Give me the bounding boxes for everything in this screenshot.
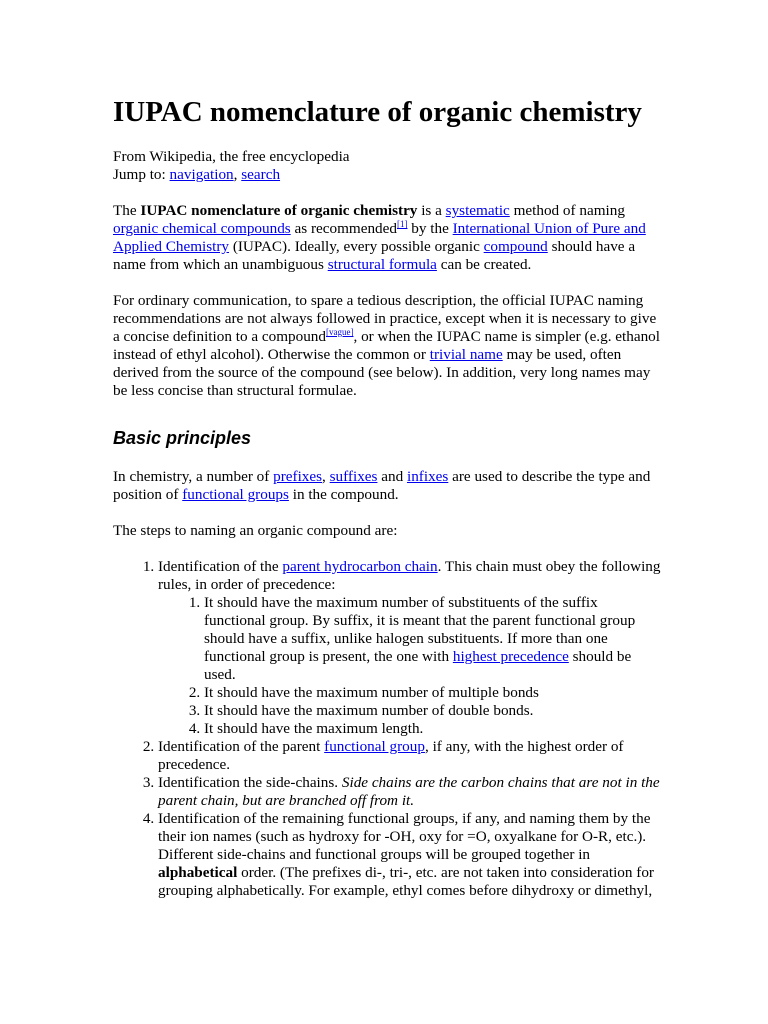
highest-precedence-link[interactable]: highest precedence <box>452 648 569 665</box>
section-heading-basic-principles: Basic principles <box>113 428 252 448</box>
vague-tag-link[interactable]: [vague] <box>326 327 354 337</box>
iupac-union-link[interactable]: International Union of Pure and Applied Chemistry <box>113 220 646 255</box>
functional-group-link[interactable]: functional group <box>324 738 425 755</box>
suffixes-link[interactable]: suffixes <box>329 468 378 485</box>
functional-groups-link[interactable]: functional groups <box>182 486 289 503</box>
article-meta <box>113 148 661 184</box>
steps-intro: The steps to naming an organic compound are: <box>113 522 398 539</box>
page-title: IUPAC nomenclature of organic chemistry <box>113 96 642 128</box>
list-item: 4. Identification of the remaining functional groups, if any, and naming them by the their ion names (such as hydroxy for -OH, oxy for =O, oxyalkane for O-R, etc.). Different side-chains and functional groups will be grouped together in alphabetical order. (The prefixes di-, tri-, etc. are not taken into consideration for grouping alphabetically. For example, ethyl comes before dihydroxy or dimethyl, <box>158 810 661 900</box>
list-item: 3. Identification the side-chains. Side chains are the carbon chains that are not in the parent chain, but are branched off from it. <box>158 774 661 810</box>
bold-term: IUPAC nomenclature of organic chemistry <box>140 202 418 219</box>
reference-1-link[interactable]: [1] <box>396 219 408 229</box>
list-item: 2. Identification of the parent functional group, if any, with the highest order of precedence. <box>158 738 661 774</box>
communication-paragraph: For ordinary communication, to spare a tedious description, the official IUPAC naming recommendations are not always followed in practice, except when it is necessary to give a concise definition to a compound[vague], or when the IUPAC name is simpler (e.g. ethanol instead of ethyl alcohol). Otherwise the common or trivial name may be used, often derived from the source of the compound (see below). In addition, very long names may be less concise than structural formulae. <box>113 292 660 399</box>
basic-principles-paragraph: In chemistry, a number of prefixes, suffixes and infixes are used to describe the type and position of functional groups in the compound. <box>113 468 651 503</box>
parent-hydrocarbon-chain-link[interactable]: parent hydrocarbon chain <box>282 558 438 575</box>
jump-navigation-link[interactable]: navigation <box>169 166 234 183</box>
structural-formula-link[interactable]: structural formula <box>327 256 437 273</box>
infixes-link[interactable]: infixes <box>406 468 449 485</box>
trivial-name-link[interactable]: trivial name <box>429 346 503 363</box>
intro-paragraph: The IUPAC nomenclature of organic chemistry is a systematic method of naming organic chemical compounds as recommended[1] by the International Union of Pure and Applied Chemistry (IUPAC). Ideally, every possible organic compound should have a name from which an unambiguous structural formula can be created. <box>113 202 646 273</box>
list-item: 2. It should have the maximum number of multiple bonds <box>204 684 661 702</box>
article <box>113 94 661 900</box>
chain-rules-list <box>158 594 661 738</box>
systematic-link[interactable]: systematic <box>445 202 510 219</box>
naming-steps-list <box>113 558 661 900</box>
jump-search-link[interactable]: search <box>241 166 281 183</box>
side-chain-definition: Side chains are the carbon chains that are not in the parent chain, but are branched off from it. <box>158 774 660 809</box>
list-item: 1. Identification of the parent hydrocarbon chain. This chain must obey the following rules, in order of precedence: 1. It should have the maximum number of substituents of the suffix functional group. By suffix, it is meant that the parent functional group should have a suffix, unlike halogen substituents. If more than one functional group is present, the one with highest precedence should be used. 2. It should have the maximum number of multiple bonds 3. It should have the maximum number of double bonds. 4. It should have the maximum length. <box>158 558 661 738</box>
from-wikipedia-tagline: From Wikipedia, the free encyclopedia <box>113 148 350 165</box>
jump-to: Jump to: navigation, search <box>113 166 281 183</box>
prefixes-link[interactable]: prefixes <box>273 468 323 485</box>
compound-link[interactable]: compound <box>483 238 548 255</box>
list-item: 1. It should have the maximum number of substituents of the suffix functional group. By suffix, it is meant that the parent functional group should have a suffix, unlike halogen substituents. If more than one functional group is present, the one with highest precedence should be used. <box>204 594 661 684</box>
organic-chemical-compounds-link[interactable]: organic chemical compounds <box>113 220 291 237</box>
list-item: 3. It should have the maximum number of double bonds. <box>204 702 661 720</box>
bold-term: alphabetical <box>158 864 238 881</box>
list-item: 4. It should have the maximum length. <box>204 720 661 738</box>
